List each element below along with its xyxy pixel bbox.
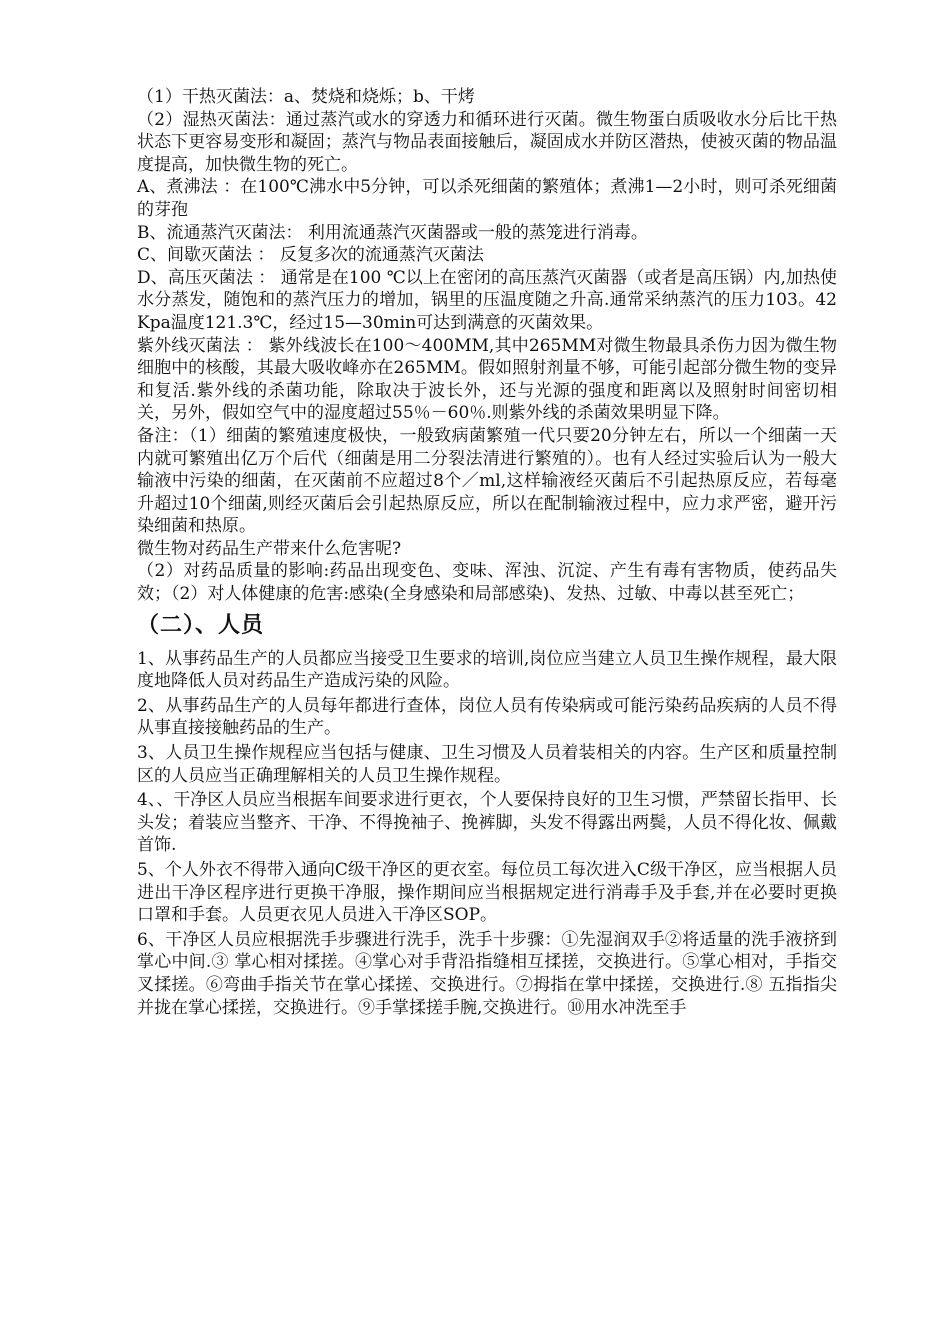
paragraph-dry-heat: （1）干热灭菌法：a、焚烧和烧烁；b、干烤 bbox=[137, 87, 475, 107]
personnel-item-3: 3、人员卫生操作规程应当包括与健康、卫生习惯及人员着装相关的内容。生产区和质量控制区的人员应当正确理解相关的人员卫生操作规程。 bbox=[137, 743, 837, 786]
personnel-item-4: 4、、干净区人员应当根据车间要求进行更衣，个人要保持良好的卫生习惯，严禁留长指甲、长头发；着装应当整齐、干净、不得挽袖子、挽裤脚，头发不得露出两鬓，人员不得化妆、佩戴首饰. bbox=[137, 790, 837, 856]
paragraph-hazards: （2）对药品质量的影响:药品出现变色、变味、浑浊、沉淀、产生有毒有害物质，使药品失效；（2）对人体健康的危害:感染(全身感染和局部感染)、发热、过敏、中毒以甚至死亡； bbox=[137, 561, 837, 605]
paragraph-question: 微生物对药品生产带来什么危害呢? bbox=[137, 538, 402, 559]
section-heading-personnel: （二）、人员 bbox=[137, 612, 265, 638]
paragraph-moist-heat: （2）湿热灭菌法：通过蒸汽或水的穿透力和循环进行灭菌。微生物蛋白质吸收水分后比干热状态下更容易变形和凝固；蒸汽与物品表面接触后，凝固成水并防区潜热，使被灭菌的物品温度提高，加快微生物的死亡。 bbox=[137, 109, 837, 175]
paragraph-ultraviolet: 紫外线灭菌法 ： 紫外线波长在100～400MM,其中265MM对微生物最具杀伤力因为微生物细胞中的核酸，其最大吸收峰亦在265MM。假如照射剂量不够，可能引起部分微生物的变异和复活.紫外线的杀菌功能，除取决于波长外，还与光源的强度和距离以及照射时间密切相关，另外，假如空气中的湿度超过55％－60％.则紫外线的杀菌效果明显下降。 bbox=[137, 335, 837, 424]
paragraph-notes: 备注：（1）细菌的繁殖速度极快，一般致病菌繁殖一代只要20分钟左右，所以一个细菌一天内就可繁殖出亿万个后代（细菌是用二分裂法清进行繁殖的）。也有人经过实验后认为一般大输液中污染的细菌，在灭菌前不应超过8个／ml,这样输液经灭菌后不引起热原反应，若每毫升超过10个细菌,则经灭菌后会引起热原反应，所以在配制输液过程中，应力求严密，避开污染细菌和热原。 bbox=[137, 425, 837, 537]
personnel-item-5: 5、个人外衣不得带入通向C级干净区的更衣室。每位员工每次进入C级干净区，应当根据人员进出干净区程序进行更换干净服，操作期间应当根据规定进行消毒手及手套,并在必要时更换口罩和手套。人员更衣见人员进入干净区SOP。 bbox=[137, 860, 837, 926]
personnel-item-2: 2、从事药品生产的人员每年都进行查体，岗位人员有传染病或可能污染药品疾病的人员不得从事直接接触药品的生产。 bbox=[137, 695, 837, 739]
document-page bbox=[137, 86, 837, 1019]
personnel-item-1: 1、从事药品生产的人员都应当接受卫生要求的培训,岗位应当建立人员卫生操作规程，最大限度地降低人员对药品生产造成污染的风险。 bbox=[137, 648, 837, 692]
paragraph-intermittent: C、间歇灭菌法 ： 反复多次的流通蒸汽灭菌法 bbox=[137, 245, 484, 266]
paragraph-flowing-steam: B、流通蒸汽灭菌法： 利用流通蒸汽灭菌器或一般的蒸笼进行消毒。 bbox=[137, 222, 648, 243]
paragraph-high-pressure: D、高压灭菌法 ： 通常是在100 ℃以上在密闭的高压蒸汽灭菌器（或者是高压锅）内,加热使水分蒸发，随饱和的蒸汽压力的增加，锅里的压温度随之升高.通常采纳蒸汽的压力103。42Kpa温度121.3℃，经过15—30min可达到满意的灭菌效果。 bbox=[137, 267, 837, 333]
paragraph-boiling: A、煮沸法 ：在100℃沸水中5分钟，可以杀死细菌的繁殖体；煮沸1—2小时，则可杀死细菌的芽孢 bbox=[137, 177, 837, 220]
personnel-item-6: 6、干净区人员应根据洗手步骤进行洗手，洗手十步骤：①先湿润双手②将适量的洗手液挤到掌心中间.③ 掌心相对揉搓。④掌心对手背沿指缝相互揉搓，交换进行。⑤掌心相对，手指交叉揉搓。⑥弯曲手指关节在掌心揉搓、交换进行。⑦拇指在掌中揉搓，交换进行.⑧ 五指指尖并拢在掌心揉搓，交换进行。⑨手掌揉搓手腕,交换进行。⑩用水冲洗至手 bbox=[137, 929, 837, 1018]
